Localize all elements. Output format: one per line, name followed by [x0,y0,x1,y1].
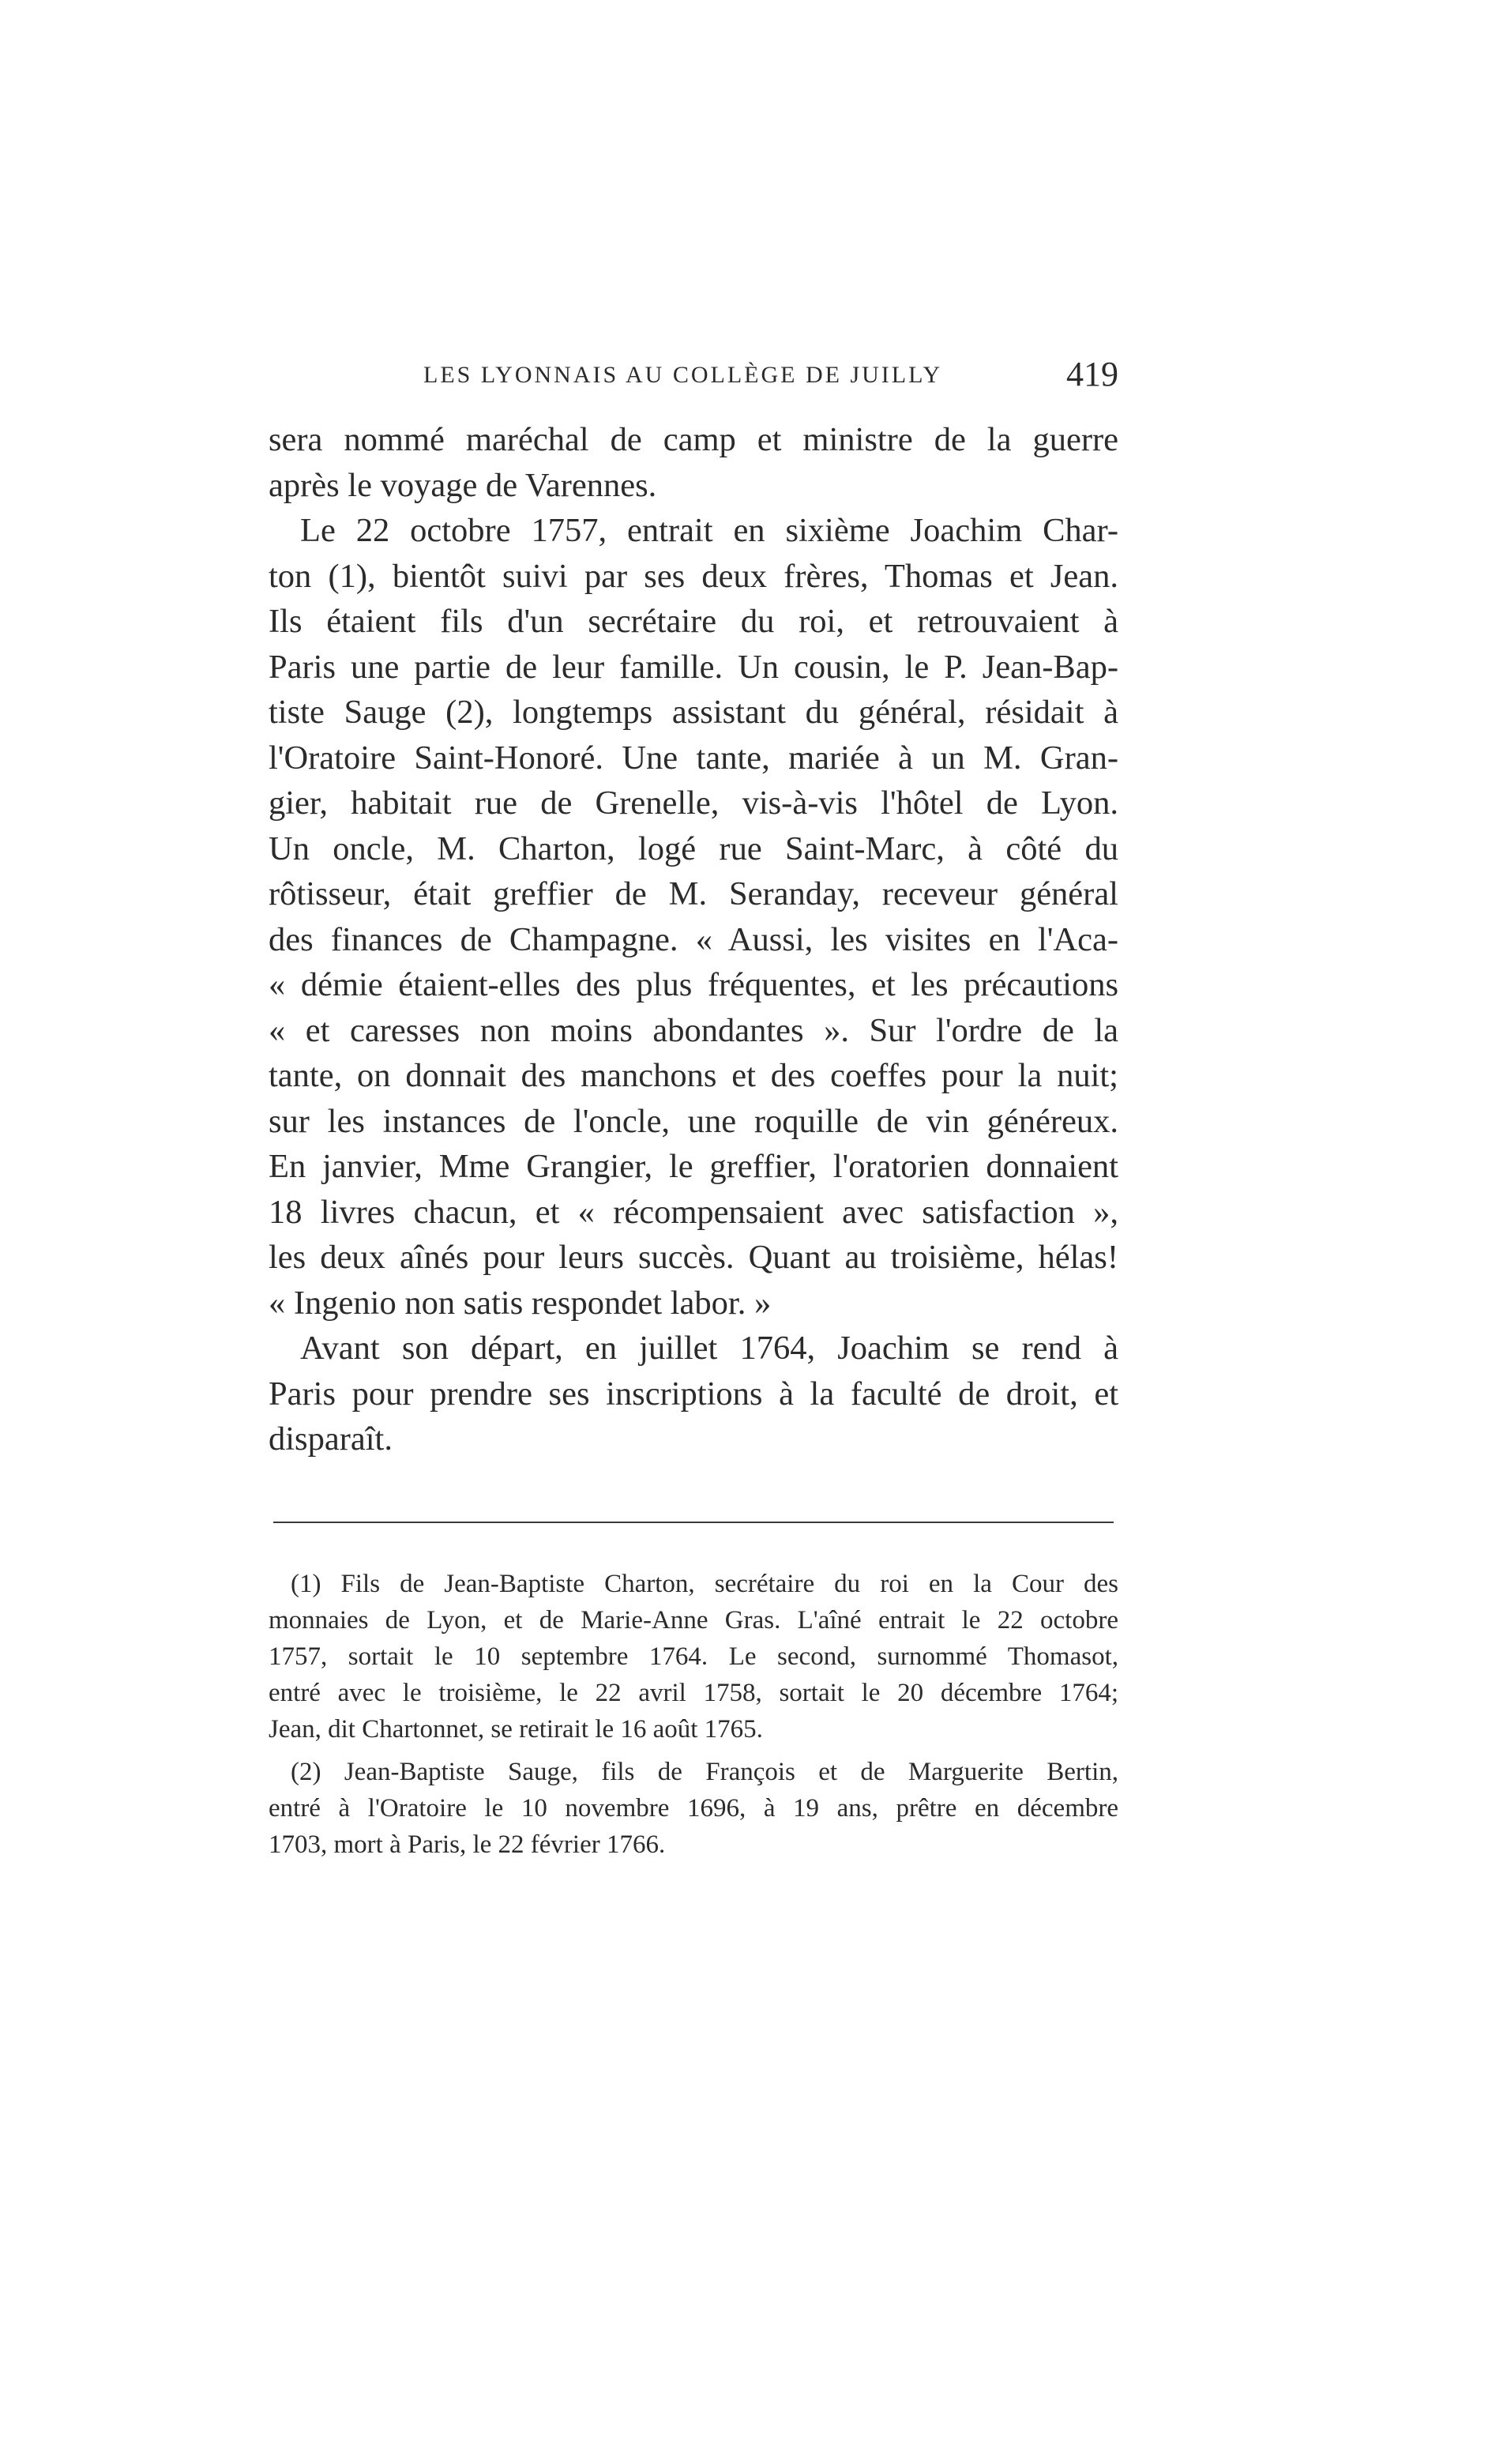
text-line: disparaît. [269,1420,393,1458]
text-line: Ils étaient fils d'un secrétaire du roi, et retrouvaient à [269,603,1118,640]
footnote-line: 1757, sortait le 10 septembre 1764. Le second, surnommé Thomasot, [269,1642,1118,1671]
text-line: l'Oratoire Saint-Honoré. Une tante, mariée à un M. Gran- [269,739,1118,777]
text-line: Avant son départ, en juillet 1764, Joachim se rend à [300,1330,1118,1367]
running-title: LES LYONNAIS AU COLLÈGE DE JUILLY [423,362,943,388]
footnote-line: entré avec le troisième, le 22 avril 1758, sortait le 20 décembre 1764; [269,1679,1118,1707]
text-line: après le voyage de Varennes. [269,466,657,504]
page-number: 419 [1066,355,1118,393]
body-text [269,417,1118,1462]
footnote-line: (1) Fils de Jean-Baptiste Charton, secrétaire du roi en la Cour des [291,1570,1118,1598]
footnote-2 [269,1754,1118,1863]
text-line: 18 livres chacun, et « récompensaient avec satisfaction », [269,1193,1118,1231]
text-line: ton (1), bientôt suivi par ses deux frères, Thomas et Jean. [269,557,1118,595]
footnote-line: Jean, dit Chartonnet, se retirait le 16 août 1765. [269,1715,763,1744]
text-line: « et caresses non moins abondantes ». Sur l'ordre de la [269,1011,1118,1049]
text-line: Paris pour prendre ses inscriptions à la faculté de droit, et [269,1375,1118,1413]
footnote-line: monnaies de Lyon, et de Marie-Anne Gras. L'aîné entrait le 22 octobre [269,1606,1118,1635]
text-line: des finances de Champagne. « Aussi, les visites en l'Aca- [269,920,1118,958]
text-line: Le 22 octobre 1757, entrait en sixième Joachim Char- [300,512,1118,549]
text-line: sur les instances de l'oncle, une roquille de vin généreux. [269,1102,1118,1140]
text-line: sera nommé maréchal de camp et ministre de la guerre [269,421,1118,458]
text-line: Un oncle, M. Charton, logé rue Saint-Marc, à côté du [269,829,1118,867]
text-line: Paris une partie de leur famille. Un cousin, le P. Jean-Bap- [269,648,1118,686]
text-line: rôtisseur, était greffier de M. Seranday, receveur général [269,875,1118,912]
text-line: « démie étaient-elles des plus fréquentes, et les précautions [269,966,1118,1003]
footnote-line: entré à l'Oratoire le 10 novembre 1696, à 19 ans, prêtre en décembre [269,1794,1118,1823]
text-line: tante, on donnait des manchons et des coeffes pour la nuit; [269,1057,1118,1094]
text-line: gier, habitait rue de Grenelle, vis-à-vis l'hôtel de Lyon. [269,784,1118,822]
footnote-1 [269,1566,1118,1747]
text-line: « Ingenio non satis respondet labor. » [269,1284,772,1322]
footnote-line: 1703, mort à Paris, le 22 février 1766. [269,1830,666,1859]
footnote-line: (2) Jean-Baptiste Sauge, fils de François et de Marguerite Bertin, [291,1758,1118,1786]
page-header [269,354,1118,409]
text-line: En janvier, Mme Grangier, le greffier, l'oratorien donnaient [269,1148,1118,1185]
footnotes [269,1566,1118,1863]
text-line: tiste Sauge (2), longtemps assistant du général, résidait à [269,694,1118,731]
text-line: les deux aînés pour leurs succès. Quant au troisième, hélas! [269,1239,1118,1276]
footnote-separator [273,1522,1114,1523]
